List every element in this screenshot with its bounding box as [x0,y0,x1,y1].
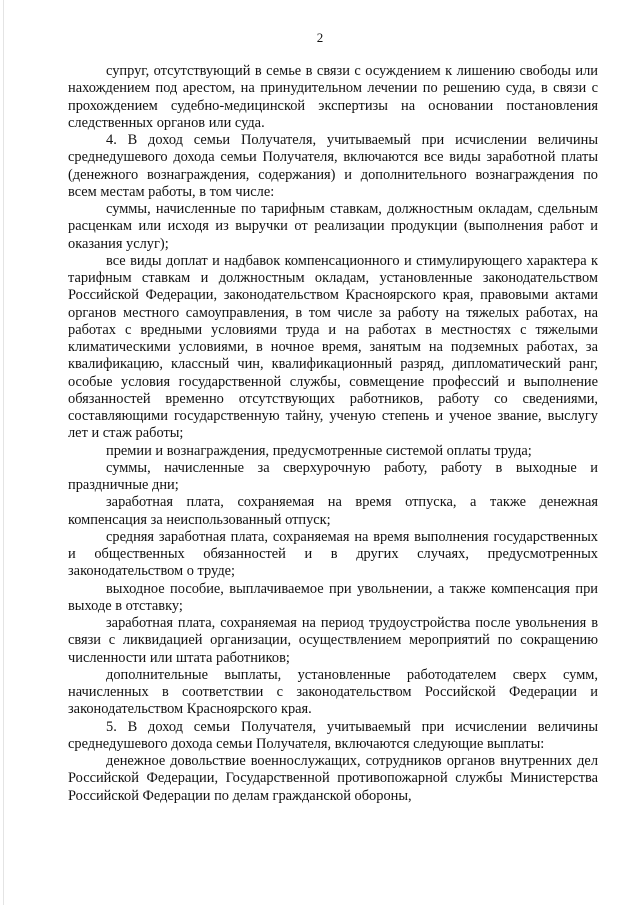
paragraph-spouse-absence: супруг, отсутствующий в семье в связи с осуждением к лишению свободы или нахождением под арестом, на принудительном лечении по решению суда, в связи с прохождением судебно-медицинской экспертизы на основании постановления следственных органов или суда. [68,63,598,131]
paragraph-item-5-payments: 5. В доход семьи Получателя, учитываемый при исчислении величины среднедушевого дохода семьи Получателя, включаются следующие выплаты: [68,718,598,752]
paragraph-tariff-sums: суммы, начисленные по тарифным ставкам, должностным окладам, сдельным расценкам или исходя из выручки от реализации продукции (выполнения работ и оказания услуг); [68,201,598,252]
paragraph-allowances: все виды доплат и надбавок компенсационного и стимулирующего характера к тарифным ставкам и должностным окладам, установленные законодательством Российской Федерации, законодательством Красноярского края, правовыми актами органов местного самоуправления, в том числе за работу на тяжелых работах, на работах с вредными условиями труда и на работах в местностях с тяжелыми климатическими условиями, в ночное время, занятым на подземных работах, за квалификацию, классный чин, квалификационный разряд, дипломатический ранг, особые условия государственной службы, совмещение профессий и выполнение обязанностей временно отсутствующих работников, работу со сведениями, составляющими государственную тайну, ученую степень и ученое звание, выслугу лет и стаж работы; [68,252,598,442]
paragraph-additional-payments: дополнительные выплаты, установленные работодателем сверх сумм, начисленных в соответствии с законодательством Российской Федерации и законодательством Красноярского края. [68,666,598,718]
scan-edge-line [3,0,4,905]
paragraph-vacation-pay: заработная плата, сохраняемая на время отпуска, а также денежная компенсация за неиспользованный отпуск; [68,494,598,528]
paragraph-military-allowance: денежное довольствие военнослужащих, сотрудников органов внутренних дел Российской Федерации, Государственной противопожарной службы Министерства Российской Федерации по делам гражданской обороны, [68,753,598,804]
paragraph-average-pay: средняя заработная плата, сохраняемая на время выполнения государственных и общественных обязанностей и в других случаях, предусмотренных законодательством о труде; [68,528,598,580]
paragraph-severance: выходное пособие, выплачиваемое при увольнении, а также компенсация при выходе в отставку; [68,580,598,614]
paragraph-item-4-wages: 4. В доход семьи Получателя, учитываемый при исчислении величины среднедушевого дохода семьи Получателя, включаются все виды заработной платы (денежного вознаграждения, содержания) и дополнительного вознаграждения по всем местам работы, в том числе: [68,132,598,200]
page-number: 2 [316,30,324,45]
paragraph-reemployment-pay: заработная плата, сохраняемая на период трудоустройства после увольнения в связи с ликвидацией организации, осуществлением мероприятий по сокращению численности или штата работников; [68,615,598,666]
paragraph-overtime: суммы, начисленные за сверхурочную работу, работу в выходные и праздничные дни; [68,459,598,493]
paragraph-bonuses: премии и вознаграждения, предусмотренные системой оплаты труда; [106,442,532,459]
document-body [68,63,598,805]
